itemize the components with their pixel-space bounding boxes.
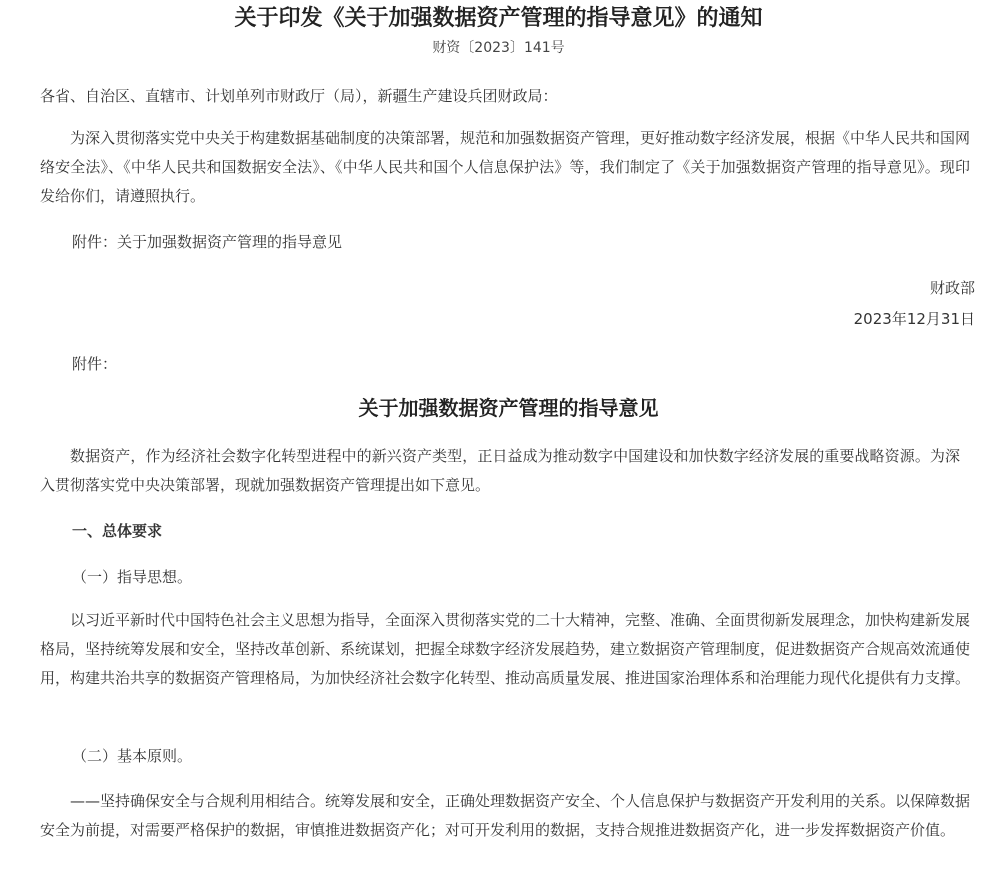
intro-paragraph: 为深入贯彻落实党中央关于构建数据基础制度的决策部署，规范和加强数据资产管理，更好推动数字经济发展，根据《中华人民共和国网络安全法》、《中华人民共和国数据安全法》、《中华人民共和国个人信息保护法》等，我们制定了《关于加强数据资产管理的指导意见》。现印发给你们，请遵照执行。: [40, 129, 971, 205]
subsection-heading-basic-principles: （二）基本原则。: [72, 747, 193, 765]
attachment-label: 附件：: [72, 355, 118, 373]
issue-date: 2023年12月31日: [853, 310, 975, 328]
notice-title: 关于印发《关于加强数据资产管理的指导意见》的通知: [234, 5, 763, 31]
issuer-signature: 财政部: [929, 279, 975, 297]
attachment-title: 关于加强数据资产管理的指导意见: [358, 396, 659, 420]
attachment-paragraph-1: 数据资产，作为经济社会数字化转型进程中的新兴资产类型，正日益成为推动数字中国建设和加快数字经济发展的重要战略资源。为深入贯彻落实党中央决策部署，现就加强数据资产管理提出如下意见。: [40, 447, 960, 494]
attachment-note: 附件：关于加强数据资产管理的指导意见: [72, 233, 343, 251]
attachment-paragraph-3: ——坚持确保安全与合规利用相结合。统筹发展和安全，正确处理数据资产安全、个人信息保护与数据资产开发利用的关系。以保障数据安全为前提，对需要严格保护的数据，审慎推进数据资产化；对可开发利用的数据，支持合规推进数据资产化，进一步发挥数据资产价值。: [40, 792, 971, 839]
section-heading-general-requirements: 一、总体要求: [72, 522, 163, 540]
addressees-line: 各省、自治区、直辖市、计划单列市财政厅（局），新疆生产建设兵团财政局：: [40, 87, 558, 105]
document-number: 财资〔2023〕141号: [432, 40, 565, 56]
subsection-heading-guiding-ideology: （一）指导思想。: [72, 568, 193, 586]
attachment-paragraph-2: 以习近平新时代中国特色社会主义思想为指导，全面深入贯彻落实党的二十大精神，完整、准确、全面贯彻新发展理念，加快构建新发展格局，坚持统筹发展和安全，坚持改革创新、系统谋划，把握全球数字经济发展趋势，建立数据资产管理制度，促进数据资产合规高效流通使用，构建共治共享的数据资产管理格局，为加快经济社会数字化转型、推动高质量发展、推进国家治理体系和治理能力现代化提供有力支撑。: [40, 611, 971, 687]
